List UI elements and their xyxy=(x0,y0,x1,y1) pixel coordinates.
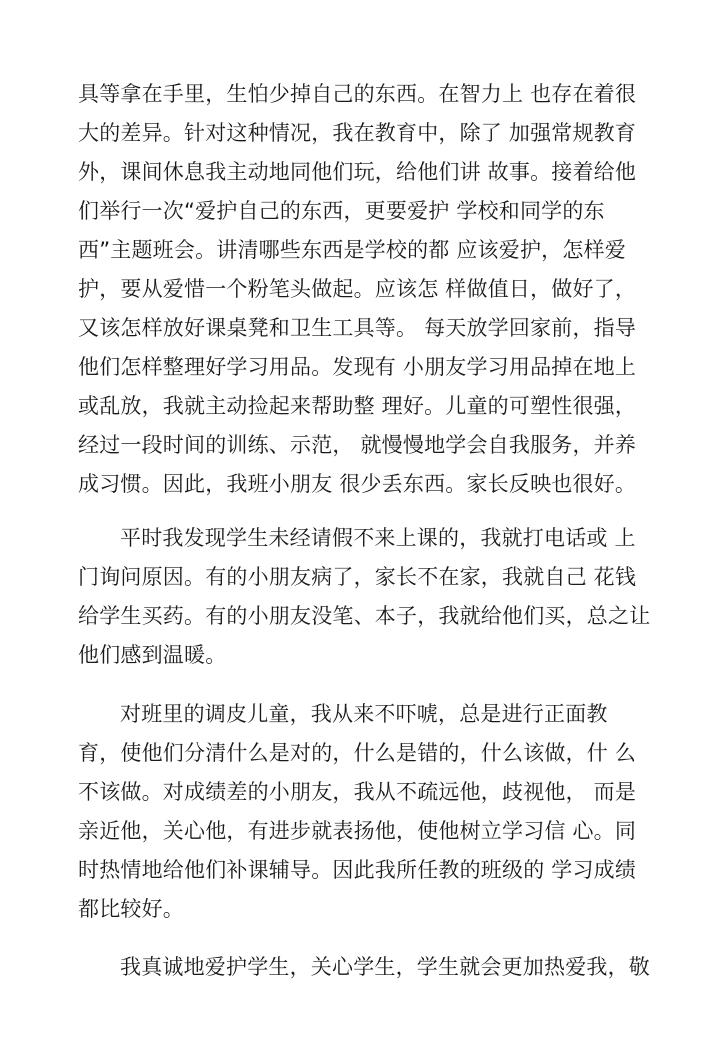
text-line: 育，使他们分清什么是对的，什么是错的，什么该做，什 么 xyxy=(78,741,637,765)
text-line: 们举行一次“爱护自己的东西，更要爱护 学校和同学的东 xyxy=(78,199,605,223)
text-line: 他们感到温暖。 xyxy=(78,643,227,667)
text-line: 都比较好。 xyxy=(78,897,184,921)
text-line: 具等拿在手里，生怕少掉自己的东西。在智力上 也存在着很 xyxy=(78,82,637,106)
text-line: 亲近他，关心他，有进步就表扬他，使他树立学习信 心。同 xyxy=(78,819,637,843)
text-line: 或乱放，我就主动捡起来帮助整 理好。儿童的可塑性很强， xyxy=(78,394,637,418)
text-line: 给学生买药。有的小朋友没笔、本子，我就给他们买，总之让 xyxy=(78,604,651,628)
text-line: 又该怎样放好课桌凳和卫生工具等。 每天放学回家前，指导 xyxy=(78,316,637,340)
text-line: 对班里的调皮儿童，我从来不吓唬，总是进行正面教 xyxy=(120,702,608,726)
text-line: 不该做。对成绩差的小朋友，我从不疏远他，歧视他， 而是 xyxy=(78,780,637,804)
text-line: 西”主题班会。讲清哪些东西是学校的都 应该爱护，怎样爱 xyxy=(78,238,626,262)
text-line: 经过一段时间的训练、示范， 就慢慢地学会自我服务，并养 xyxy=(78,433,637,457)
text-line: 护，要从爱惜一个粉笔头做起。应该怎 样做值日，做好了， xyxy=(78,277,637,301)
text-line: 大的差异。针对这种情况，我在教育中，除了 加强常规教育 xyxy=(78,121,637,145)
text-line: 我真诚地爱护学生，关心学生，学生就会更加热爱我，敬 xyxy=(120,955,650,979)
text-line: 门询问原因。有的小朋友病了，家长不在家，我就自己 花钱 xyxy=(78,565,637,589)
text-line: 他们怎样整理好学习用品。发现有 小朋友学习用品掉在地上 xyxy=(78,355,637,379)
text-line: 平时我发现学生未经请假不来上课的，我就打电话或 上 xyxy=(120,526,636,550)
text-line: 时热情地给他们补课辅导。因此我所任教的班级的 学习成绩 xyxy=(78,858,637,882)
text-line: 成习惯。因此，我班小朋友 很少丢东西。家长反映也很好。 xyxy=(78,472,637,496)
text-line: 外，课间休息我主动地同他们玩，给他们讲 故事。接着给他 xyxy=(78,160,637,184)
